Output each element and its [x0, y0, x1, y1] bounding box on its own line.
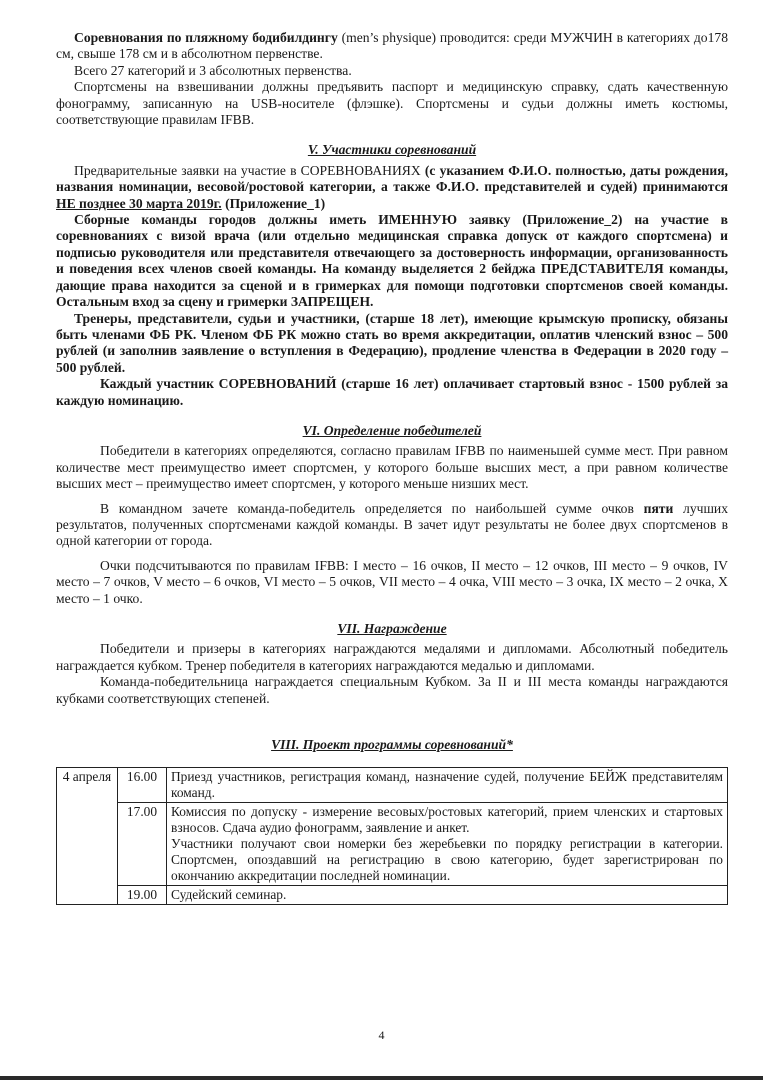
page-number: 4 — [378, 1028, 385, 1042]
section-6-paragraph-1: Победители в категориях определяются, согласно правилам IFBB по наименьшей сумме мест. При равном количестве мест преимущество имеет спортсмен, у которого больше высших мест, а при равном количестве высших мест – преимущество имеет спортсмен, у которого меньше низших мест. — [56, 443, 728, 492]
section-8-heading: VIII. Проект программы соревнований* — [271, 737, 513, 753]
section-6-p2-b: пяти — [643, 500, 674, 516]
document-page — [56, 30, 728, 905]
program-table — [56, 767, 728, 905]
description-cell — [167, 803, 728, 886]
section-5-p1-b: (с указанием Ф.И.О. полностью, даты рождения, названия номинации, весовой/ростовой категории, а также Ф.И.О. представителей и судей) принимаются — [56, 162, 728, 195]
intro-paragraph-1 — [56, 30, 728, 63]
description-cell: Приезд участников, регистрация команд, назначение судей, получение БЕЙЖ представителям команд. — [167, 768, 728, 803]
description-text: Комиссия по допуску - измерение весовых/ростовых категорий, прием членских и стартовых взносов. Сдача аудио фонограмм, заявление и анкет. — [171, 804, 723, 836]
section-7-heading: VII. Награждение — [337, 621, 447, 636]
section-6-p2-a: В командном зачете команда-победитель определяется по наибольшей сумме очков — [100, 500, 644, 516]
section-5-paragraph-3: Тренеры, представители, судьи и участники, (старше 18 лет), имеющие крымскую прописку, обязаны быть членами ФБ РК. Членом ФБ РК можно стать во время аккредитации, оплатив членский взнос – 500 рублей (и заполнив заявление о вступления в Федерацию), продление членства в Федерации в 2020 году – 500 рублей. — [56, 310, 728, 375]
time-cell: 17.00 — [118, 803, 167, 886]
section-6-heading: VI. Определение победителей — [302, 422, 482, 438]
section-5-paragraph-1 — [56, 163, 728, 212]
section-5-p1-d: (Приложение_1) — [221, 195, 326, 211]
deadline-text: НЕ позднее 30 марта 2019г. — [56, 195, 222, 211]
section-6-paragraph-3: Очки подсчитываются по правилам IFBB: I место – 16 очков, II место – 12 очков, III место – 9 очков, IV место – 7 очков, V место – 6 очков, VI место – 5 очков, VII место – 4 очка, VIII место – 3 очка, IX место – 2 очка, X место – 1 очко. — [56, 557, 728, 606]
table-row — [57, 768, 728, 803]
table-row — [57, 803, 728, 886]
time-cell: 16.00 — [118, 768, 167, 803]
intro-paragraph-2: Всего 27 категорий и 3 абсолютных первенства. — [74, 62, 352, 78]
section-5-paragraph-2: Сборные команды городов должны иметь ИМЕННУЮ заявку (Приложение_2) на участие в соревнованиях с визой врача (или отдельно медицинская справка допуск от каждого спортсмена) и подписью руководителя или представителя отвечающего за достоверность информации, организованность и поведения всех членов своей команды. На команду выделяется 2 бейджа ПРЕДСТАВИТЕЛЯ команды, дающие права находится за сценой и в гримерках для помощи подготовки спортсменов своей команды. Остальным вход за сцену и гримерки ЗАПРЕЩЕН. — [56, 212, 728, 310]
intro-bold-lead: Соревнования по пляжному бодибилдингу — [74, 30, 338, 45]
intro-text: (men’s physique) проводится: среди МУЖЧИН в категориях до178 см, свыше 178 см и в абсолютном первенстве. — [56, 30, 728, 62]
description-cell: Судейский семинар. — [167, 886, 728, 905]
description-text-continued: Участники получают свои номерки без жеребьевки по порядку регистрации в категории. Спортсмен, опоздавший на регистрацию в свою категорию, будет зарегистрирован по окончанию аккредитации последней номинации. — [171, 836, 723, 884]
day-cell: 4 апреля — [57, 768, 118, 905]
section-6-p2-c: лучших результатов, полученных спортсменами каждой команды. В зачет идут результаты не более двух спортсменов в одной категории от города. — [56, 500, 729, 549]
intro-paragraph-3: Спортсмены на взвешивании должны предъявить паспорт и медицинскую справку, сдать качественную фонограмму, записанную на USB-носителе (флэшке). Спортсмены и судьи должны иметь костюмы, соответствующие правилам IFBB. — [56, 79, 728, 128]
time-cell: 19.00 — [118, 886, 167, 905]
section-5-paragraph-4: Каждый участник СОРЕВНОВАНИЙ (старше 16 лет) оплачивает стартовый взнос - 1500 рублей за каждую номинацию. — [56, 376, 728, 408]
section-7-paragraph-1: Победители и призеры в категориях награждаются медалями и дипломами. Абсолютный победитель награждается кубком. Тренер победителя в категориях награждаются медалью и дипломами. — [56, 641, 728, 673]
section-5-heading: V. Участники соревнований — [307, 142, 477, 158]
table-row — [57, 886, 728, 905]
scan-edge — [0, 1076, 763, 1080]
section-6-paragraph-2 — [56, 501, 728, 550]
section-5-p1-a: Предварительные заявки на участие в СОРЕВНОВАНИЯХ — [74, 162, 425, 178]
section-7-paragraph-2: Команда-победительница награждается специальным Кубком. За II и III места команды награждаются кубками соответствующих степеней. — [56, 674, 728, 706]
